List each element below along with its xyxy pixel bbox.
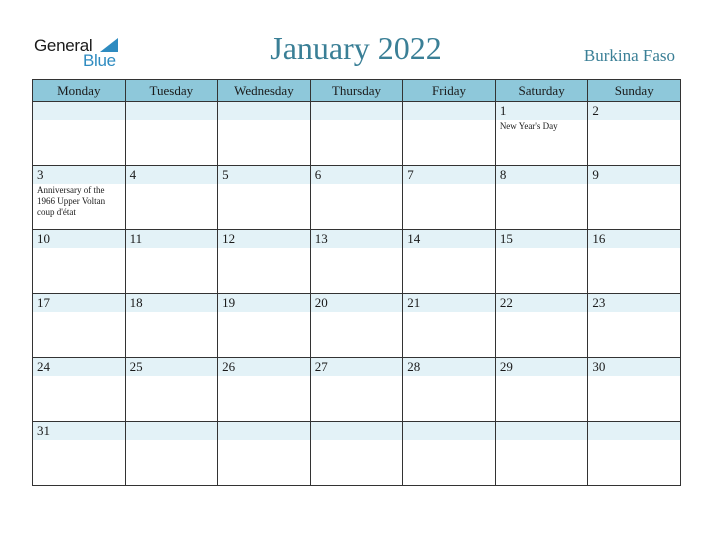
day-cell [495,294,588,358]
day-number: 20 [314,295,328,310]
day-cell [125,294,218,358]
day-cell [588,166,681,230]
day-number: 13 [314,231,328,246]
weekday-header: Thursday [310,80,403,102]
day-cell [403,422,496,486]
holiday-label [218,311,310,313]
day-number: 21 [407,295,421,310]
day-cell [588,358,681,422]
holiday-label [588,119,680,121]
day-number: 24 [37,359,50,374]
holiday-label [311,183,403,185]
calendar-title: January 2022 [270,30,442,66]
weekday-header: Friday [403,80,496,102]
day-cell [218,422,311,486]
day-number: 9 [592,167,599,182]
calendar-grid [32,79,681,486]
holiday-label [311,247,403,249]
logo-text-blue: Blue [83,51,116,70]
day-number: 19 [222,295,236,310]
holiday-label [588,183,680,185]
day-cell [33,166,126,230]
day-number: 4 [129,167,137,182]
week-row [33,102,681,166]
holiday-label [496,375,588,377]
holiday-label [496,311,588,313]
day-cell [33,230,126,294]
holiday-label [403,375,495,377]
week-row [33,358,681,422]
day-cell [33,102,126,166]
day-number: 14 [407,231,421,246]
holiday-label [496,247,588,249]
day-number: 1 [499,103,507,118]
holiday-label [311,375,403,377]
holiday-label [588,423,680,425]
holiday-label [403,247,495,249]
day-number: 2 [592,103,599,118]
holiday-label [218,375,310,377]
logo-text-general: General [34,36,93,55]
day-number: 27 [314,359,328,374]
day-number: 7 [407,167,414,182]
holiday-label [218,183,310,185]
week-row [33,422,681,486]
week-row [33,294,681,358]
holiday-label [33,103,125,105]
day-number: 15 [499,231,513,246]
day-cell [495,422,588,486]
day-cell [33,358,126,422]
day-number: 18 [129,295,143,310]
holiday-label [33,311,125,313]
day-number: 10 [37,231,50,246]
day-cell [33,294,126,358]
day-cell [218,294,311,358]
day-cell [218,102,311,166]
holiday-label [311,311,403,313]
holiday-label: New Year's Day [499,121,558,131]
day-number: 29 [499,359,513,374]
weekday-header: Saturday [495,80,588,102]
day-cell [310,294,403,358]
holiday-label [496,423,588,425]
day-cell [403,230,496,294]
weekday-header-row [33,80,681,102]
day-cell [403,294,496,358]
day-number: 5 [222,167,229,182]
day-cell [495,358,588,422]
holiday-label [126,423,218,425]
day-number: 11 [129,231,143,246]
country-label: Burkina Faso [583,46,675,65]
holiday-label [588,247,680,249]
day-number: 31 [37,423,50,438]
holiday-label [126,375,218,377]
holiday-label [126,183,218,185]
day-number: 16 [592,231,606,246]
day-cell [588,294,681,358]
holiday-label [588,375,680,377]
day-cell [495,166,588,230]
day-number: 6 [314,167,322,182]
week-row [33,166,681,230]
weekday-header: Wednesday [218,80,311,102]
holiday-label [126,247,218,249]
day-cell [218,166,311,230]
day-cell [125,358,218,422]
day-cell [125,230,218,294]
holiday-label [126,311,218,313]
holiday-label [33,375,125,377]
day-cell [218,230,311,294]
day-number: 23 [592,295,606,310]
holiday-label [403,423,495,425]
day-cell [495,230,588,294]
day-cell [310,230,403,294]
day-cell [218,358,311,422]
holiday-label [33,439,125,441]
day-number: 17 [37,295,50,310]
holiday-label [218,103,310,105]
day-cell [33,422,126,486]
day-number: 22 [499,295,513,310]
day-cell [310,422,403,486]
day-cell [125,166,218,230]
day-cell [403,102,496,166]
holiday-label [496,183,588,185]
week-row [33,230,681,294]
holiday-label [218,423,310,425]
holiday-label: Anniversary of the 1966 Upper Voltan coup d'état [37,185,106,217]
holiday-label [311,423,403,425]
holiday-label [33,247,125,249]
day-cell [588,230,681,294]
day-cell [588,102,681,166]
holiday-label [403,183,495,185]
day-number: 28 [407,359,421,374]
day-cell [495,102,588,166]
holiday-label [403,311,495,313]
day-cell [310,102,403,166]
holiday-label [126,103,218,105]
day-cell [403,166,496,230]
day-cell [310,358,403,422]
weekday-header: Sunday [588,80,681,102]
weekday-header: Monday [33,80,126,102]
day-number: 8 [499,167,507,182]
day-number: 3 [37,167,44,182]
day-cell [403,358,496,422]
holiday-label [311,103,403,105]
holiday-label [403,103,495,105]
day-number: 12 [222,231,236,246]
day-cell [125,422,218,486]
holiday-label [588,311,680,313]
day-number: 25 [129,359,143,374]
day-number: 26 [222,359,236,374]
day-cell [125,102,218,166]
weekday-header: Tuesday [125,80,218,102]
day-cell [588,422,681,486]
day-cell [310,166,403,230]
holiday-label [218,247,310,249]
day-number: 30 [592,359,606,374]
